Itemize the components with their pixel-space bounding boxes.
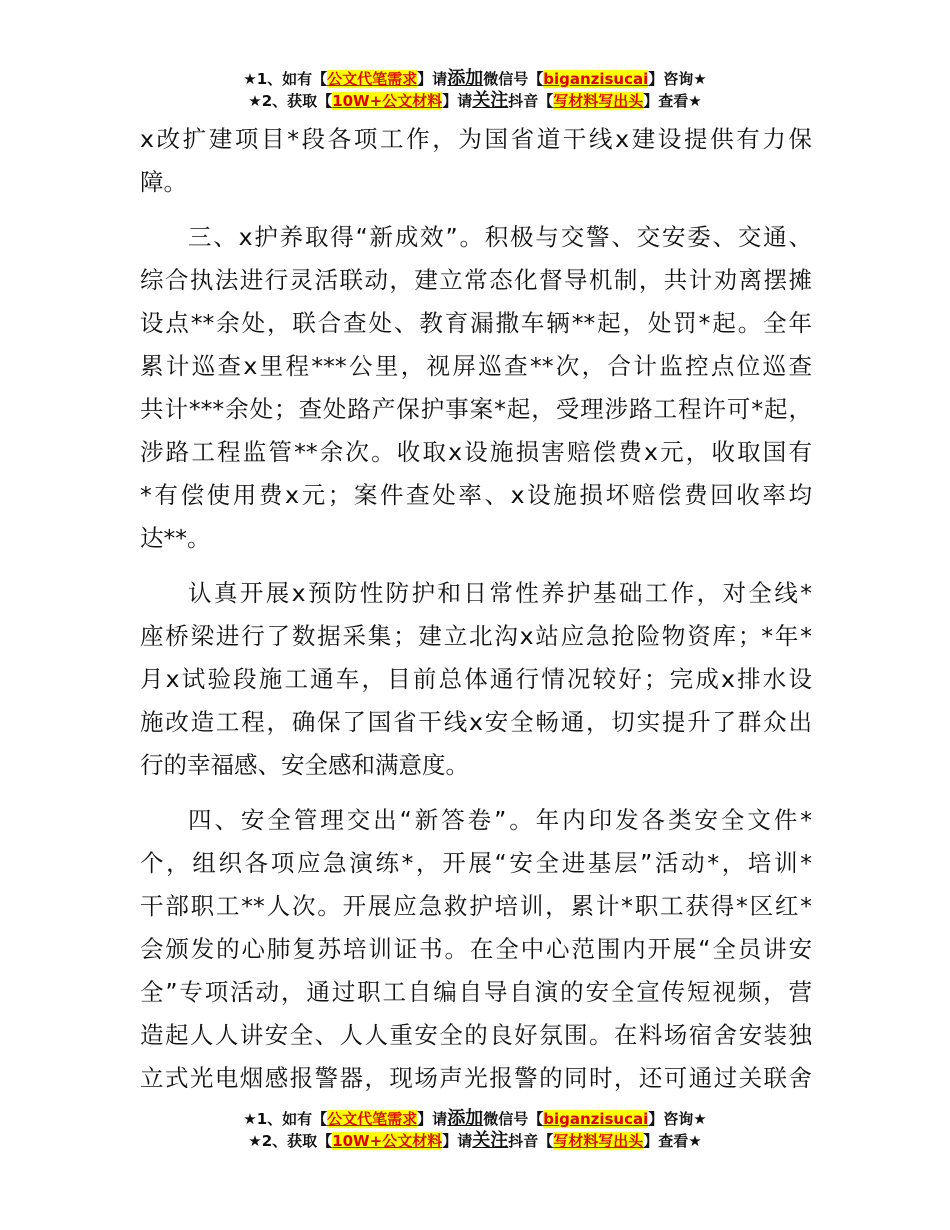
text-line: 个，组织各项应急演练*，开展“安全进基层”活动*，培训* xyxy=(140,849,812,877)
highlight-text: 公文代笔需求 xyxy=(327,1110,418,1128)
banner-text: 】请 xyxy=(417,70,448,88)
banner-line-1 xyxy=(0,68,950,90)
paragraph xyxy=(140,216,812,560)
document-body xyxy=(140,118,812,1112)
banner-text: 】查看★ xyxy=(643,92,702,110)
header-banner xyxy=(0,68,950,112)
emphasis-text: 关注 xyxy=(472,90,509,111)
text-line: 涉路工程监管**余次。收取x设施损害赔偿费x元，收取国有 xyxy=(140,438,812,466)
emphasis-text: 添加 xyxy=(447,1108,484,1129)
banner-line-2 xyxy=(0,90,950,112)
text-line: 行的幸福感、安全感和满意度。 xyxy=(140,751,469,779)
text-line: 立式光电烟感报警器，现场声光报警的同时，还可通过关联舍 xyxy=(140,1064,812,1092)
paragraph xyxy=(140,799,812,1100)
text-line: x改扩建项目*段各项工作，为国省道干线x建设提供有力保 xyxy=(140,125,812,153)
banner-text: ★1、如有【 xyxy=(243,1110,328,1128)
paragraph xyxy=(140,572,812,787)
highlight-text: 10W+公文材料 xyxy=(332,1132,443,1150)
banner-line-1 xyxy=(0,1108,950,1130)
text-line: 障。 xyxy=(140,168,187,196)
text-line: 累计巡查x里程***公里，视屏巡查**次，合计监控点位巡查 xyxy=(140,352,812,380)
text-line: 共计***余处；查处路产保护事案*起，受理涉路工程许可*起， xyxy=(140,395,812,423)
text-line: 造起人人讲安全、人人重安全的良好氛围。在料场宿舍安装独 xyxy=(140,1021,812,1049)
douyin-id: 写材料写出头 xyxy=(553,1132,644,1150)
banner-text: 】咨询★ xyxy=(648,70,707,88)
banner-text: 】请 xyxy=(442,1132,473,1150)
text-line: 达**。 xyxy=(140,524,211,552)
wechat-id: biganzisucai xyxy=(543,70,649,88)
text-line: 干部职工**人次。开展应急救护培训，累计*职工获得*区红* xyxy=(140,892,812,920)
text-line: 综合执法进行灵活联动，建立常态化督导机制，共计劝离摆摊 xyxy=(140,266,812,294)
footer-banner xyxy=(0,1108,950,1152)
douyin-id: 写材料写出头 xyxy=(553,92,644,110)
text-line: 认真开展x预防性防护和日常性养护基础工作，对全线* xyxy=(188,579,812,607)
banner-text: 】查看★ xyxy=(643,1132,702,1150)
text-line: *有偿使用费x元；案件查处率、x设施损坏赔偿费回收率均 xyxy=(140,481,812,509)
banner-text: ★1、如有【 xyxy=(243,70,328,88)
banner-text: 】请 xyxy=(442,92,473,110)
text-line: 设点**余处，联合查处、教育漏撒车辆**起，处罚*起。全年 xyxy=(140,309,812,337)
banner-text: 抖音【 xyxy=(508,92,554,110)
banner-text: 微信号【 xyxy=(483,70,544,88)
text-line: 四、安全管理交出“新答卷”。年内印发各类安全文件* xyxy=(188,806,812,834)
banner-text: 微信号【 xyxy=(483,1110,544,1128)
banner-text: ★2、获取【 xyxy=(248,92,333,110)
text-line: 施改造工程，确保了国省干线x安全畅通，切实提升了群众出 xyxy=(140,708,812,736)
banner-line-2 xyxy=(0,1130,950,1152)
highlight-text: 10W+公文材料 xyxy=(332,92,443,110)
emphasis-text: 关注 xyxy=(472,1130,509,1151)
emphasis-text: 添加 xyxy=(447,68,484,89)
banner-text: ★2、获取【 xyxy=(248,1132,333,1150)
text-line: 三、x护养取得“新成效”。积极与交警、交安委、交通、 xyxy=(188,223,812,251)
paragraph xyxy=(140,118,812,204)
highlight-text: 公文代笔需求 xyxy=(327,70,418,88)
text-line: 月x试验段施工通车，目前总体通行情况较好；完成x排水设 xyxy=(140,665,812,693)
text-line: 会颁发的心肺复苏培训证书。在全中心范围内开展“全员讲安 xyxy=(140,935,812,963)
banner-text: 】请 xyxy=(417,1110,448,1128)
wechat-id: biganzisucai xyxy=(543,1110,649,1128)
text-line: 全”专项活动，通过职工自编自导自演的安全宣传短视频，营 xyxy=(140,978,812,1006)
text-line: 座桥梁进行了数据采集；建立北沟x站应急抢险物资库；*年* xyxy=(140,622,812,650)
banner-text: 】咨询★ xyxy=(648,1110,707,1128)
banner-text: 抖音【 xyxy=(508,1132,554,1150)
